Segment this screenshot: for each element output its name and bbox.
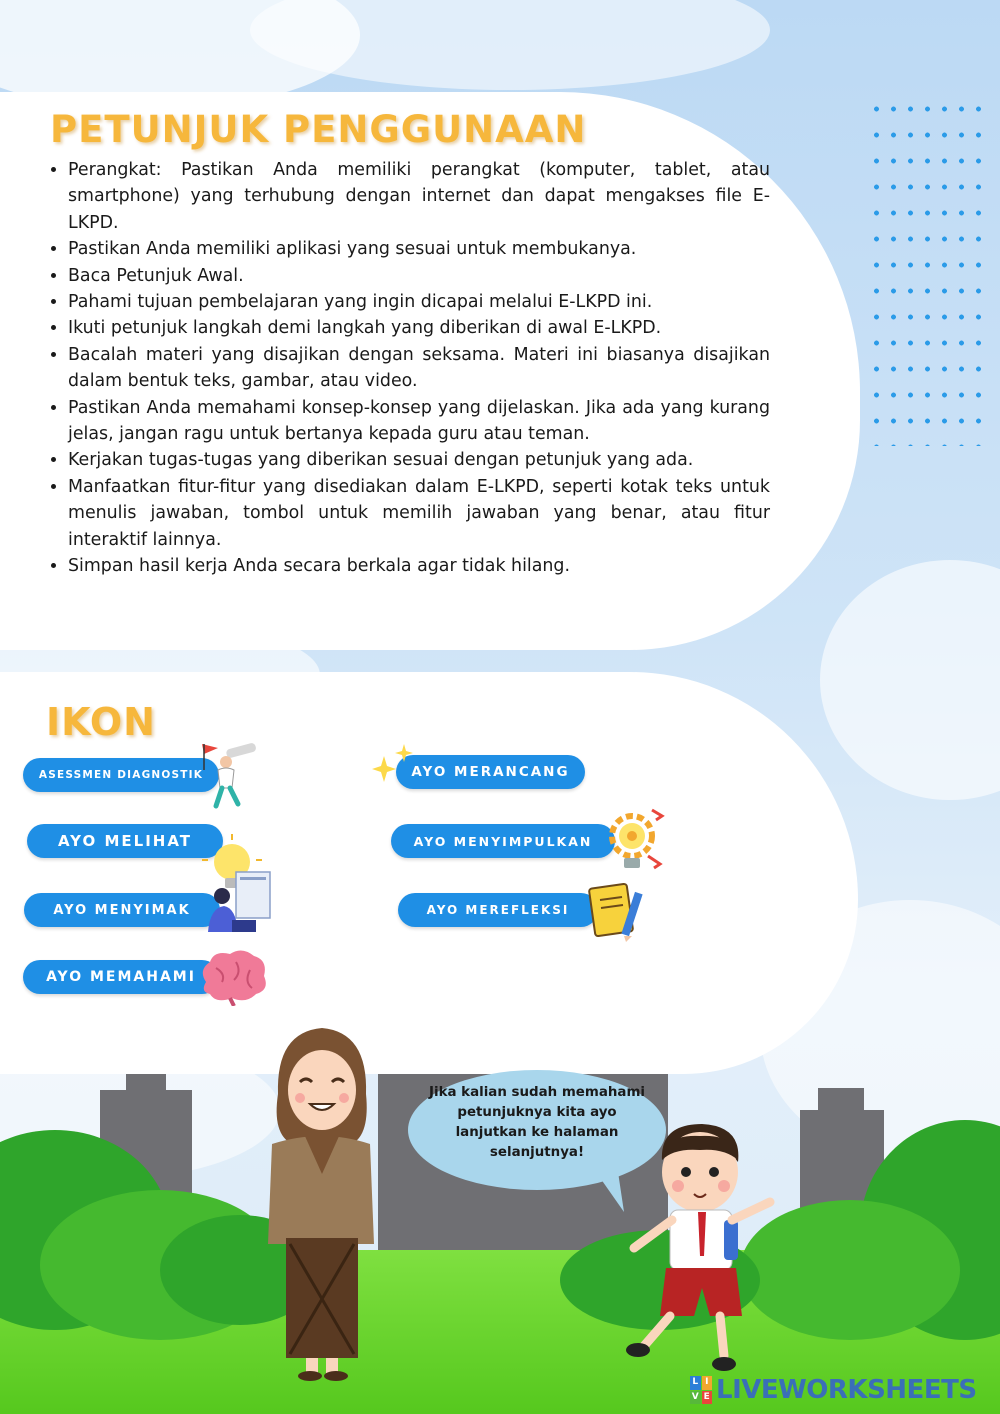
logo-mark-letter: L xyxy=(690,1376,701,1390)
teacher-character xyxy=(256,1024,386,1384)
notebook-pencil-icon xyxy=(588,878,652,942)
pill-ayo-merefleksi: AYO MEREFLEKSI xyxy=(398,893,598,927)
list-item: • Pastikan Anda memahami konsep-konsep yang dijelaskan. Jika ada yang kurang jelas, jangan ragu untuk bertanya kepada guru atau teman. xyxy=(68,395,770,448)
speech-text: Jika kalian sudah memahami petunjuknya kita ayo lanjutkan ke halaman selanjutnya! xyxy=(429,1085,645,1160)
logo-mark-letter: V xyxy=(690,1391,701,1405)
person-laptop-icon xyxy=(204,884,260,934)
list-item: • Pahami tujuan pembelajaran yang ingin dicapai melalui E-LKPD ini. xyxy=(68,289,770,315)
section-title: IKON xyxy=(46,700,156,744)
pill-ayo-menyimpulkan: AYO MENYIMPULKAN xyxy=(391,824,615,858)
logo-mark xyxy=(690,1376,712,1404)
list-item: • Baca Petunjuk Awal. xyxy=(68,263,770,289)
brain-icon xyxy=(196,948,270,1006)
list-item: • Pastikan Anda memiliki aplikasi yang sesuai untuk membukanya. xyxy=(68,236,770,262)
list-item: • Simpan hasil kerja Anda secara berkala agar tidak hilang. xyxy=(68,553,770,579)
pill-ayo-melihat: AYO MELIHAT xyxy=(27,824,223,858)
gear-bulb-icon xyxy=(604,806,668,874)
list-item: • Manfaatkan fitur-fitur yang disediakan dalam E-LKPD, seperti kotak teks untuk menulis jawaban, tombol untuk memilih jawaban yang benar, atau fitur interaktif lainnya. xyxy=(68,474,770,553)
temple-right-top xyxy=(818,1088,864,1118)
list-item: • Kerjakan tugas-tugas yang diberikan sesuai dengan petunjuk yang ada. xyxy=(68,447,770,473)
pill-ayo-merancang: AYO MERANCANG xyxy=(396,755,585,789)
logo-mark-letter: E xyxy=(702,1391,713,1405)
list-item: • Ikuti petunjuk langkah demi langkah yang diberikan di awal E-LKPD. xyxy=(68,315,770,341)
logo-text: LIVEWORKSHEETS xyxy=(716,1375,977,1405)
instructions-list xyxy=(44,157,770,580)
page-title: PETUNJUK PENGGUNAAN xyxy=(50,108,587,151)
list-item: • Bacalah materi yang disajikan dengan seksama. Materi ini biasanya disajikan dalam bentuk teks, gambar, atau video. xyxy=(68,342,770,395)
list-item: • Perangkat: Pastikan Anda memiliki perangkat (komputer, tablet, atau smartphone) yang terhubung dengan internet dan dapat mengakses file E-LKPD. xyxy=(68,157,770,236)
logo-mark-letter: I xyxy=(702,1376,713,1390)
dot-pattern xyxy=(868,96,988,446)
pill-asessmen-diagnostik: ASESSMEN DIAGNOSTIK xyxy=(23,758,219,792)
telescope-person-icon xyxy=(196,740,262,810)
sparkle-icon xyxy=(370,742,418,790)
pill-ayo-memahami: AYO MEMAHAMI xyxy=(23,960,219,994)
speech-bubble-tail xyxy=(596,1172,626,1214)
liveworksheets-logo[interactable] xyxy=(690,1374,977,1406)
pill-ayo-menyimak: AYO MENYIMAK xyxy=(24,893,220,927)
